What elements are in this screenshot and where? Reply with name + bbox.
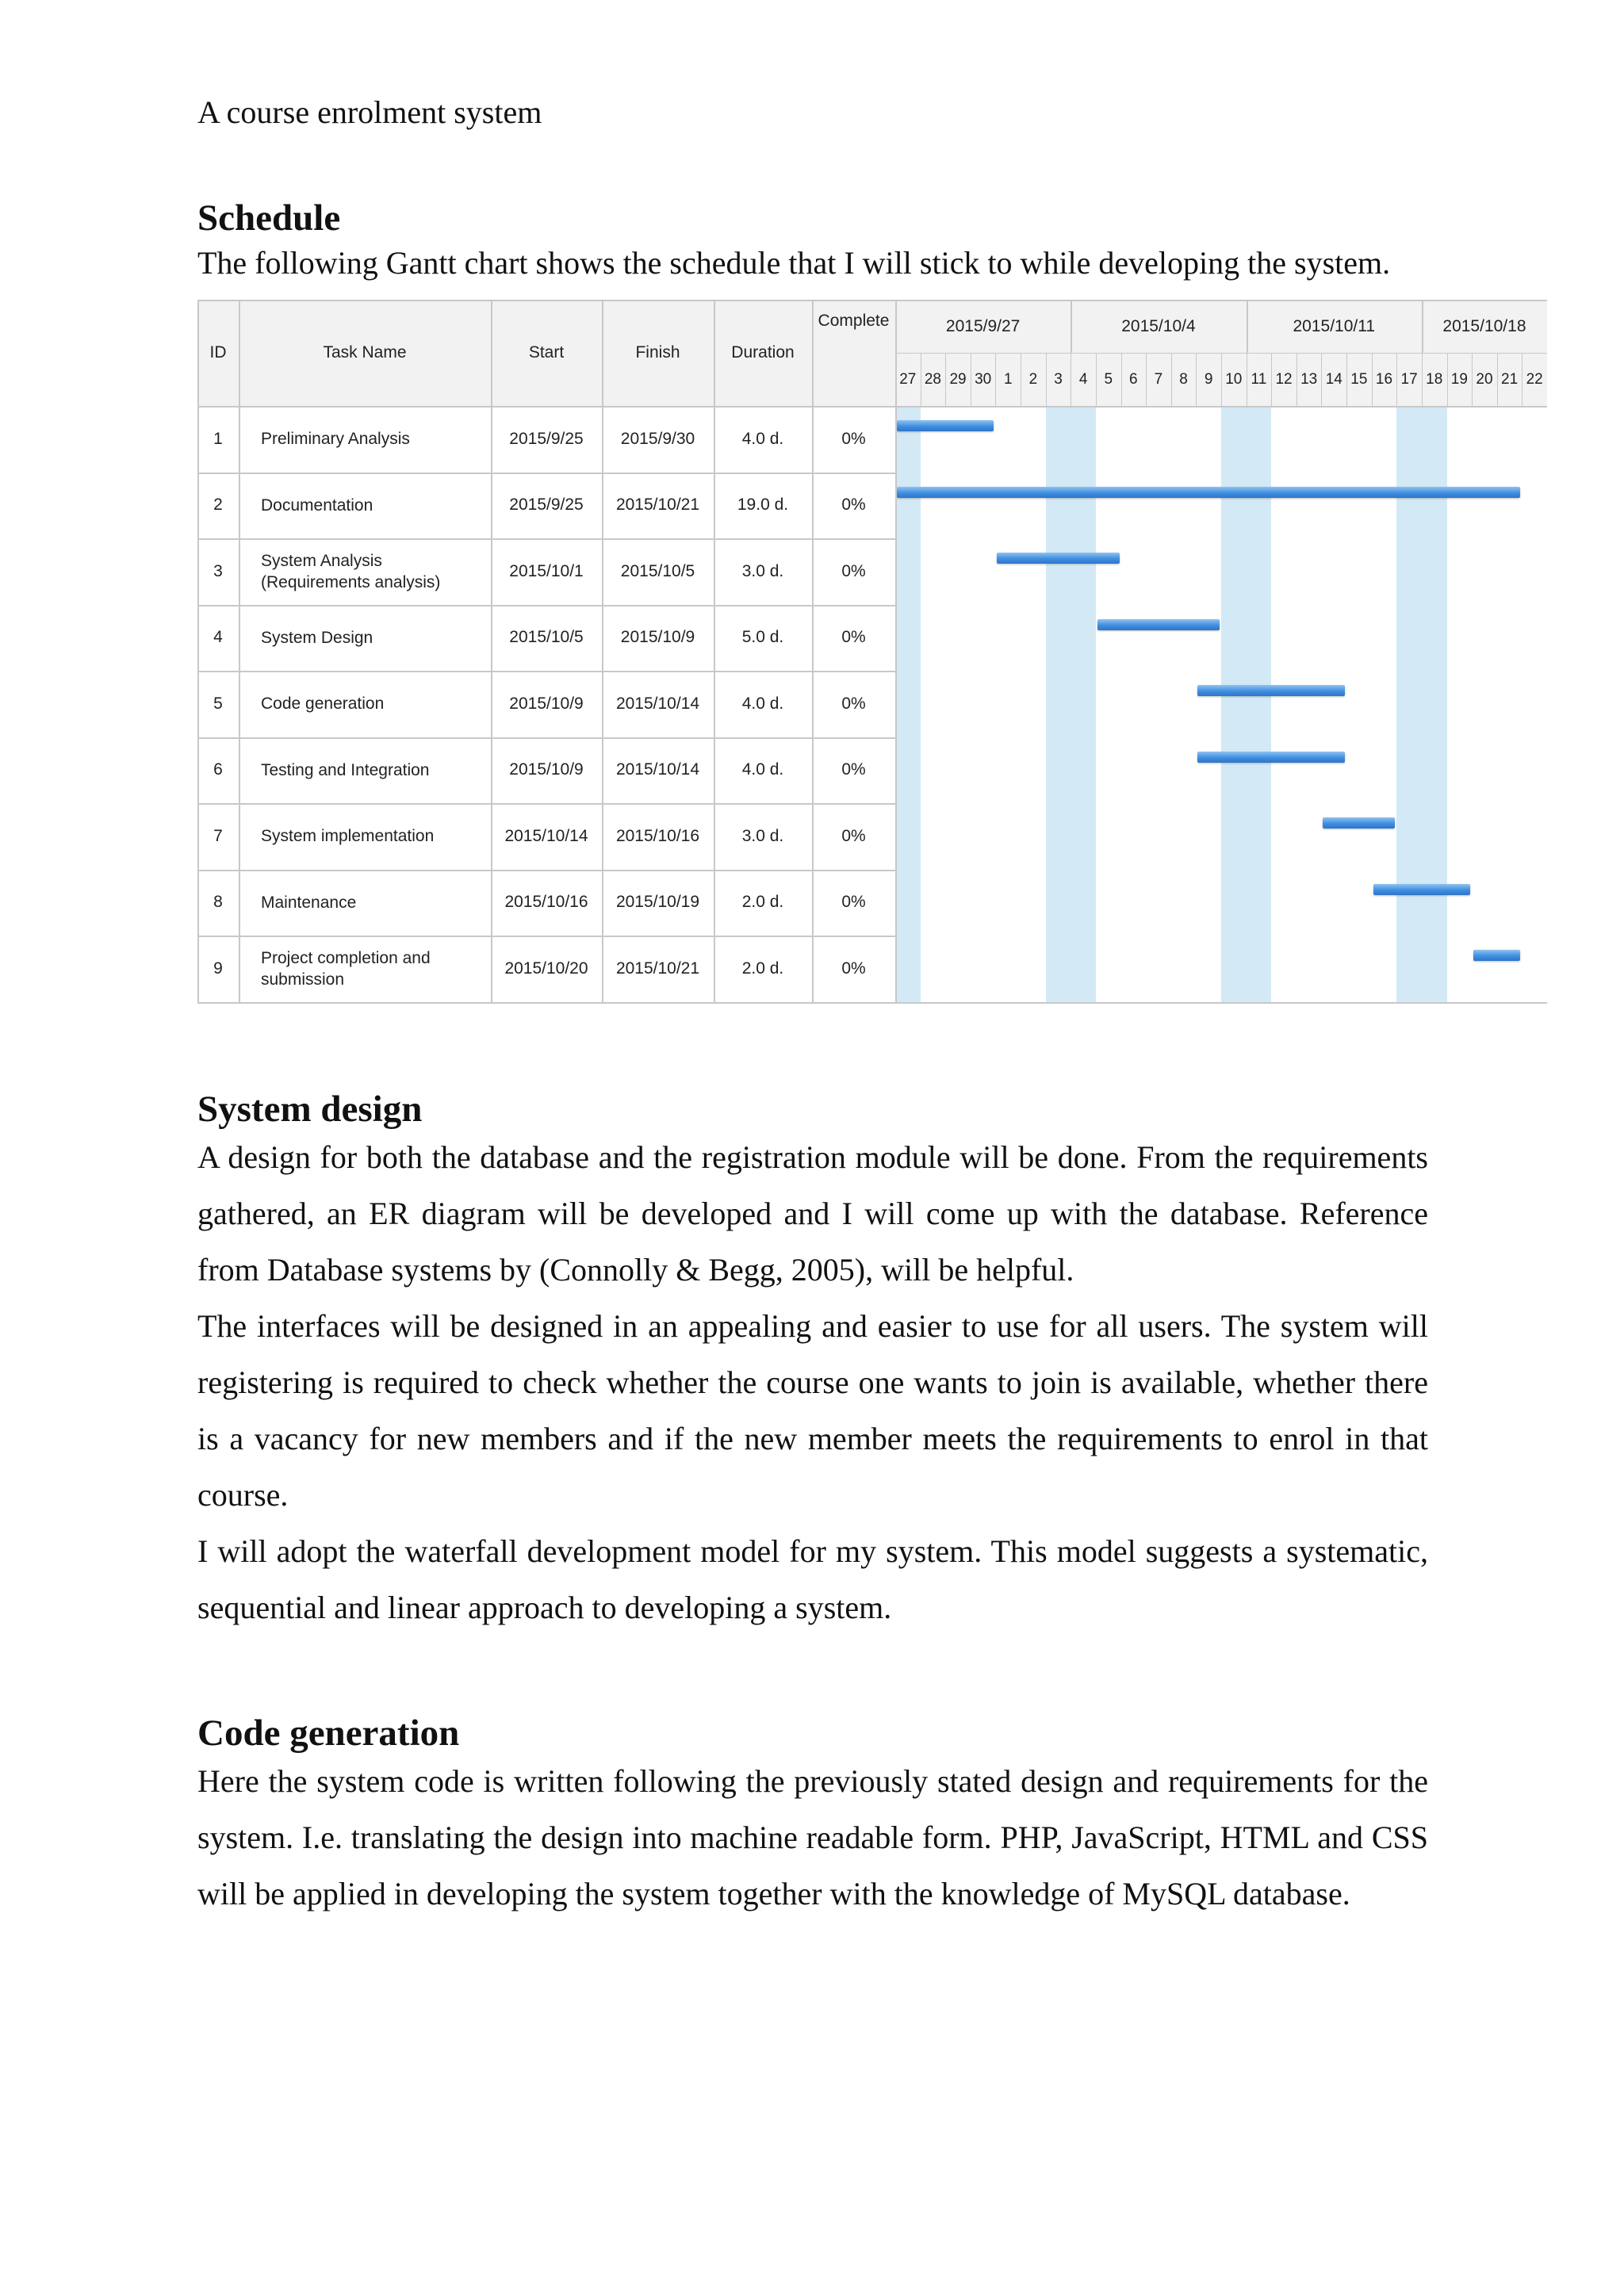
gantt-grid-line xyxy=(1196,353,1197,406)
system-design-paragraph-2: The interfaces will be designed in an appealing and easier to use for all users. The system will registering is required to check whether the course one wants to join is available, whether there is a vacancy for new members and if the new member meets the requirements to enrol in that course. xyxy=(197,1308,1428,1513)
gantt-grid-line xyxy=(1396,353,1397,406)
gantt-grid-line xyxy=(197,671,895,672)
gantt-row-duration: 3.0 d. xyxy=(741,826,784,845)
gantt-grid-line xyxy=(1221,353,1222,406)
gantt-row-finish: 2015/10/14 xyxy=(615,694,700,713)
gantt-grid-line xyxy=(239,300,240,1002)
gantt-row-task-name: Preliminary Analysis xyxy=(261,430,410,449)
system-design-paragraph-3: I will adopt the waterfall development model for my system. This model suggests a systematic, sequential and linear approach to developing a system. xyxy=(197,1533,1428,1625)
gantt-row-finish: 2015/10/9 xyxy=(620,628,695,647)
gantt-row-id: 1 xyxy=(213,429,223,448)
gantt-row-duration: 4.0 d. xyxy=(741,694,784,713)
gantt-row-duration: 5.0 d. xyxy=(741,628,784,647)
gantt-day-label: 7 xyxy=(1154,370,1163,388)
gantt-row-complete: 0% xyxy=(841,496,866,515)
gantt-header-duration: Duration xyxy=(731,343,795,362)
gantt-grid-line xyxy=(1422,300,1423,353)
gantt-row-start: 2015/9/25 xyxy=(509,496,584,515)
gantt-row-finish: 2015/10/16 xyxy=(615,826,700,845)
gantt-row-start: 2015/10/20 xyxy=(504,959,588,978)
gantt-grid-line xyxy=(1096,353,1097,406)
gantt-row-id: 5 xyxy=(213,694,223,713)
gantt-row-complete: 0% xyxy=(841,893,866,912)
gantt-row-complete: 0% xyxy=(841,429,866,448)
code-generation-paragraph: Here the system code is written following the previously stated design and requirements for the system. I.e. translating the design into machine readable form. PHP, JavaScript, HTML and CSS will be applied in developing the system together with the knowledge of MySQL database. xyxy=(197,1763,1428,1911)
gantt-day-label: 11 xyxy=(1251,370,1267,388)
gantt-week-label: 2015/9/27 xyxy=(945,316,1021,335)
gantt-day-label: 29 xyxy=(949,370,967,388)
gantt-grid-line xyxy=(197,605,895,607)
gantt-grid-line xyxy=(1472,353,1473,406)
gantt-grid-line xyxy=(491,300,492,1002)
gantt-chart xyxy=(197,300,1547,1002)
gantt-row-complete: 0% xyxy=(841,760,866,779)
gantt-bar xyxy=(997,553,1119,564)
document-header: A course enrolment system xyxy=(197,94,542,130)
gantt-day-label: 14 xyxy=(1325,370,1342,388)
gantt-grid-line xyxy=(197,737,895,739)
gantt-grid-line xyxy=(197,406,895,408)
gantt-row-start: 2015/10/16 xyxy=(504,893,588,912)
gantt-grid-line xyxy=(895,300,897,353)
gantt-grid-line xyxy=(1071,300,1072,353)
gantt-bar xyxy=(1373,884,1470,895)
gantt-bar xyxy=(1197,752,1345,763)
gantt-row-duration: 2.0 d. xyxy=(741,893,784,912)
gantt-day-label: 9 xyxy=(1204,370,1213,388)
schedule-intro: The following Gantt chart shows the schedule that I will stick to while developing the system. xyxy=(197,245,1391,281)
gantt-grid-line xyxy=(995,353,996,406)
gantt-row-id: 2 xyxy=(213,496,223,515)
gantt-week-label: 2015/10/11 xyxy=(1293,316,1376,335)
gantt-grid-line xyxy=(714,300,715,1002)
gantt-grid-line xyxy=(197,803,895,805)
gantt-row-task-name: Project completion and submission xyxy=(261,948,431,989)
gantt-day-label: 13 xyxy=(1300,370,1318,388)
gantt-header-finish: Finish xyxy=(635,343,680,362)
gantt-grid-line xyxy=(945,353,946,406)
gantt-row-start: 2015/10/9 xyxy=(509,694,584,713)
gantt-day-label: 16 xyxy=(1375,370,1393,388)
gantt-bar xyxy=(1097,619,1220,630)
gantt-grid-line xyxy=(1171,353,1172,406)
gantt-grid-line xyxy=(1121,353,1122,406)
gantt-day-label: 28 xyxy=(924,370,941,388)
gantt-grid-line xyxy=(1146,353,1147,406)
gantt-day-label: 18 xyxy=(1426,370,1443,388)
gantt-row-complete: 0% xyxy=(841,694,866,713)
code-generation-heading: Code generation xyxy=(197,1712,460,1754)
gantt-row-start: 2015/10/14 xyxy=(504,826,588,845)
gantt-row-id: 9 xyxy=(213,959,223,978)
gantt-row-task-name: System implementation xyxy=(261,827,435,846)
gantt-row-task-name: System Analysis (Requirements analysis) xyxy=(261,551,441,591)
gantt-grid-line xyxy=(1372,353,1373,406)
gantt-day-label: 5 xyxy=(1104,370,1113,388)
gantt-row-duration: 4.0 d. xyxy=(741,429,784,448)
gantt-day-label: 22 xyxy=(1526,370,1543,388)
gantt-header-start: Start xyxy=(528,343,565,362)
gantt-bar xyxy=(1197,685,1345,696)
gantt-row-complete: 0% xyxy=(841,826,866,845)
gantt-row-task-name: Testing and Integration xyxy=(261,760,430,779)
gantt-day-label: 2 xyxy=(1028,370,1038,388)
gantt-grid-line xyxy=(895,406,1547,408)
system-design-paragraph-1: A design for both the database and the registration module will be done. From the requirements gathered, an ER diagram will be developed and I will come up with the database. Reference from Database systems by (Connolly & Begg, 2005), will be helpful. xyxy=(197,1139,1428,1288)
gantt-grid-line xyxy=(1321,353,1322,406)
gantt-day-label: 21 xyxy=(1501,370,1519,388)
gantt-row-id: 8 xyxy=(213,893,223,912)
gantt-bar xyxy=(897,487,1520,498)
gantt-grid-line xyxy=(197,538,895,540)
gantt-grid-line xyxy=(1422,353,1423,406)
gantt-day-label: 6 xyxy=(1129,370,1138,388)
gantt-bar xyxy=(1323,817,1395,828)
gantt-day-label: 27 xyxy=(899,370,917,388)
gantt-week-label: 2015/10/4 xyxy=(1121,316,1196,335)
gantt-row-start: 2015/9/25 xyxy=(509,429,584,448)
gantt-row-start: 2015/10/1 xyxy=(509,561,584,580)
gantt-day-label: 8 xyxy=(1179,370,1188,388)
gantt-day-label: 19 xyxy=(1450,370,1468,388)
system-design-heading: System design xyxy=(197,1089,423,1130)
gantt-grid-line xyxy=(197,936,895,937)
gantt-row-task-name: Code generation xyxy=(261,695,385,714)
gantt-grid-line xyxy=(197,300,199,1002)
gantt-row-complete: 0% xyxy=(841,959,866,978)
gantt-day-label: 10 xyxy=(1225,370,1243,388)
gantt-row-id: 3 xyxy=(213,561,223,580)
gantt-grid-line xyxy=(812,300,814,1002)
gantt-grid-line xyxy=(197,300,1547,301)
gantt-header-task-name: Task Name xyxy=(323,343,407,362)
gantt-grid-line xyxy=(1247,300,1248,353)
gantt-grid-line xyxy=(197,473,895,474)
gantt-row-duration: 3.0 d. xyxy=(741,561,784,580)
gantt-grid-line xyxy=(197,870,895,871)
gantt-row-task-name: System Design xyxy=(261,628,373,647)
gantt-grid-line xyxy=(1046,353,1047,406)
gantt-day-label: 20 xyxy=(1476,370,1493,388)
gantt-day-label: 1 xyxy=(1003,370,1013,388)
gantt-row-complete: 0% xyxy=(841,561,866,580)
gantt-header-complete: Complete xyxy=(818,312,890,330)
gantt-row-start: 2015/10/9 xyxy=(509,760,584,779)
gantt-row-id: 6 xyxy=(213,760,223,779)
gantt-day-label: 4 xyxy=(1078,370,1088,388)
gantt-grid-line xyxy=(895,353,896,406)
gantt-header-id: ID xyxy=(209,343,227,362)
gantt-grid-line xyxy=(197,1002,1547,1004)
gantt-row-finish: 2015/10/21 xyxy=(615,959,700,978)
gantt-grid-line xyxy=(1271,353,1272,406)
gantt-row-complete: 0% xyxy=(841,628,866,647)
gantt-grid-line xyxy=(1447,353,1448,406)
gantt-row-id: 7 xyxy=(213,826,223,845)
gantt-row-finish: 2015/10/19 xyxy=(615,893,700,912)
gantt-week-label: 2015/10/18 xyxy=(1442,316,1526,335)
gantt-row-finish: 2015/10/21 xyxy=(615,496,700,515)
gantt-row-task-name: Maintenance xyxy=(261,893,357,912)
gantt-grid-line xyxy=(1346,353,1347,406)
gantt-row-duration: 19.0 d. xyxy=(737,496,789,515)
gantt-bar xyxy=(897,420,994,431)
gantt-grid-line xyxy=(602,300,603,1002)
gantt-row-finish: 2015/10/5 xyxy=(620,561,695,580)
gantt-row-duration: 4.0 d. xyxy=(741,760,784,779)
gantt-row-task-name: Documentation xyxy=(261,496,373,515)
gantt-bar xyxy=(1473,950,1520,961)
gantt-row-id: 4 xyxy=(213,628,223,647)
gantt-row-duration: 2.0 d. xyxy=(741,959,784,978)
gantt-day-label: 15 xyxy=(1350,370,1368,388)
gantt-grid-line xyxy=(1497,353,1498,406)
gantt-row-start: 2015/10/5 xyxy=(509,628,584,647)
gantt-day-label: 30 xyxy=(975,370,992,388)
gantt-day-label: 12 xyxy=(1275,370,1293,388)
gantt-row-finish: 2015/10/14 xyxy=(615,760,700,779)
schedule-heading: Schedule xyxy=(197,197,341,239)
gantt-day-label: 3 xyxy=(1054,370,1063,388)
gantt-row-finish: 2015/9/30 xyxy=(620,429,695,448)
gantt-day-label: 17 xyxy=(1400,370,1418,388)
